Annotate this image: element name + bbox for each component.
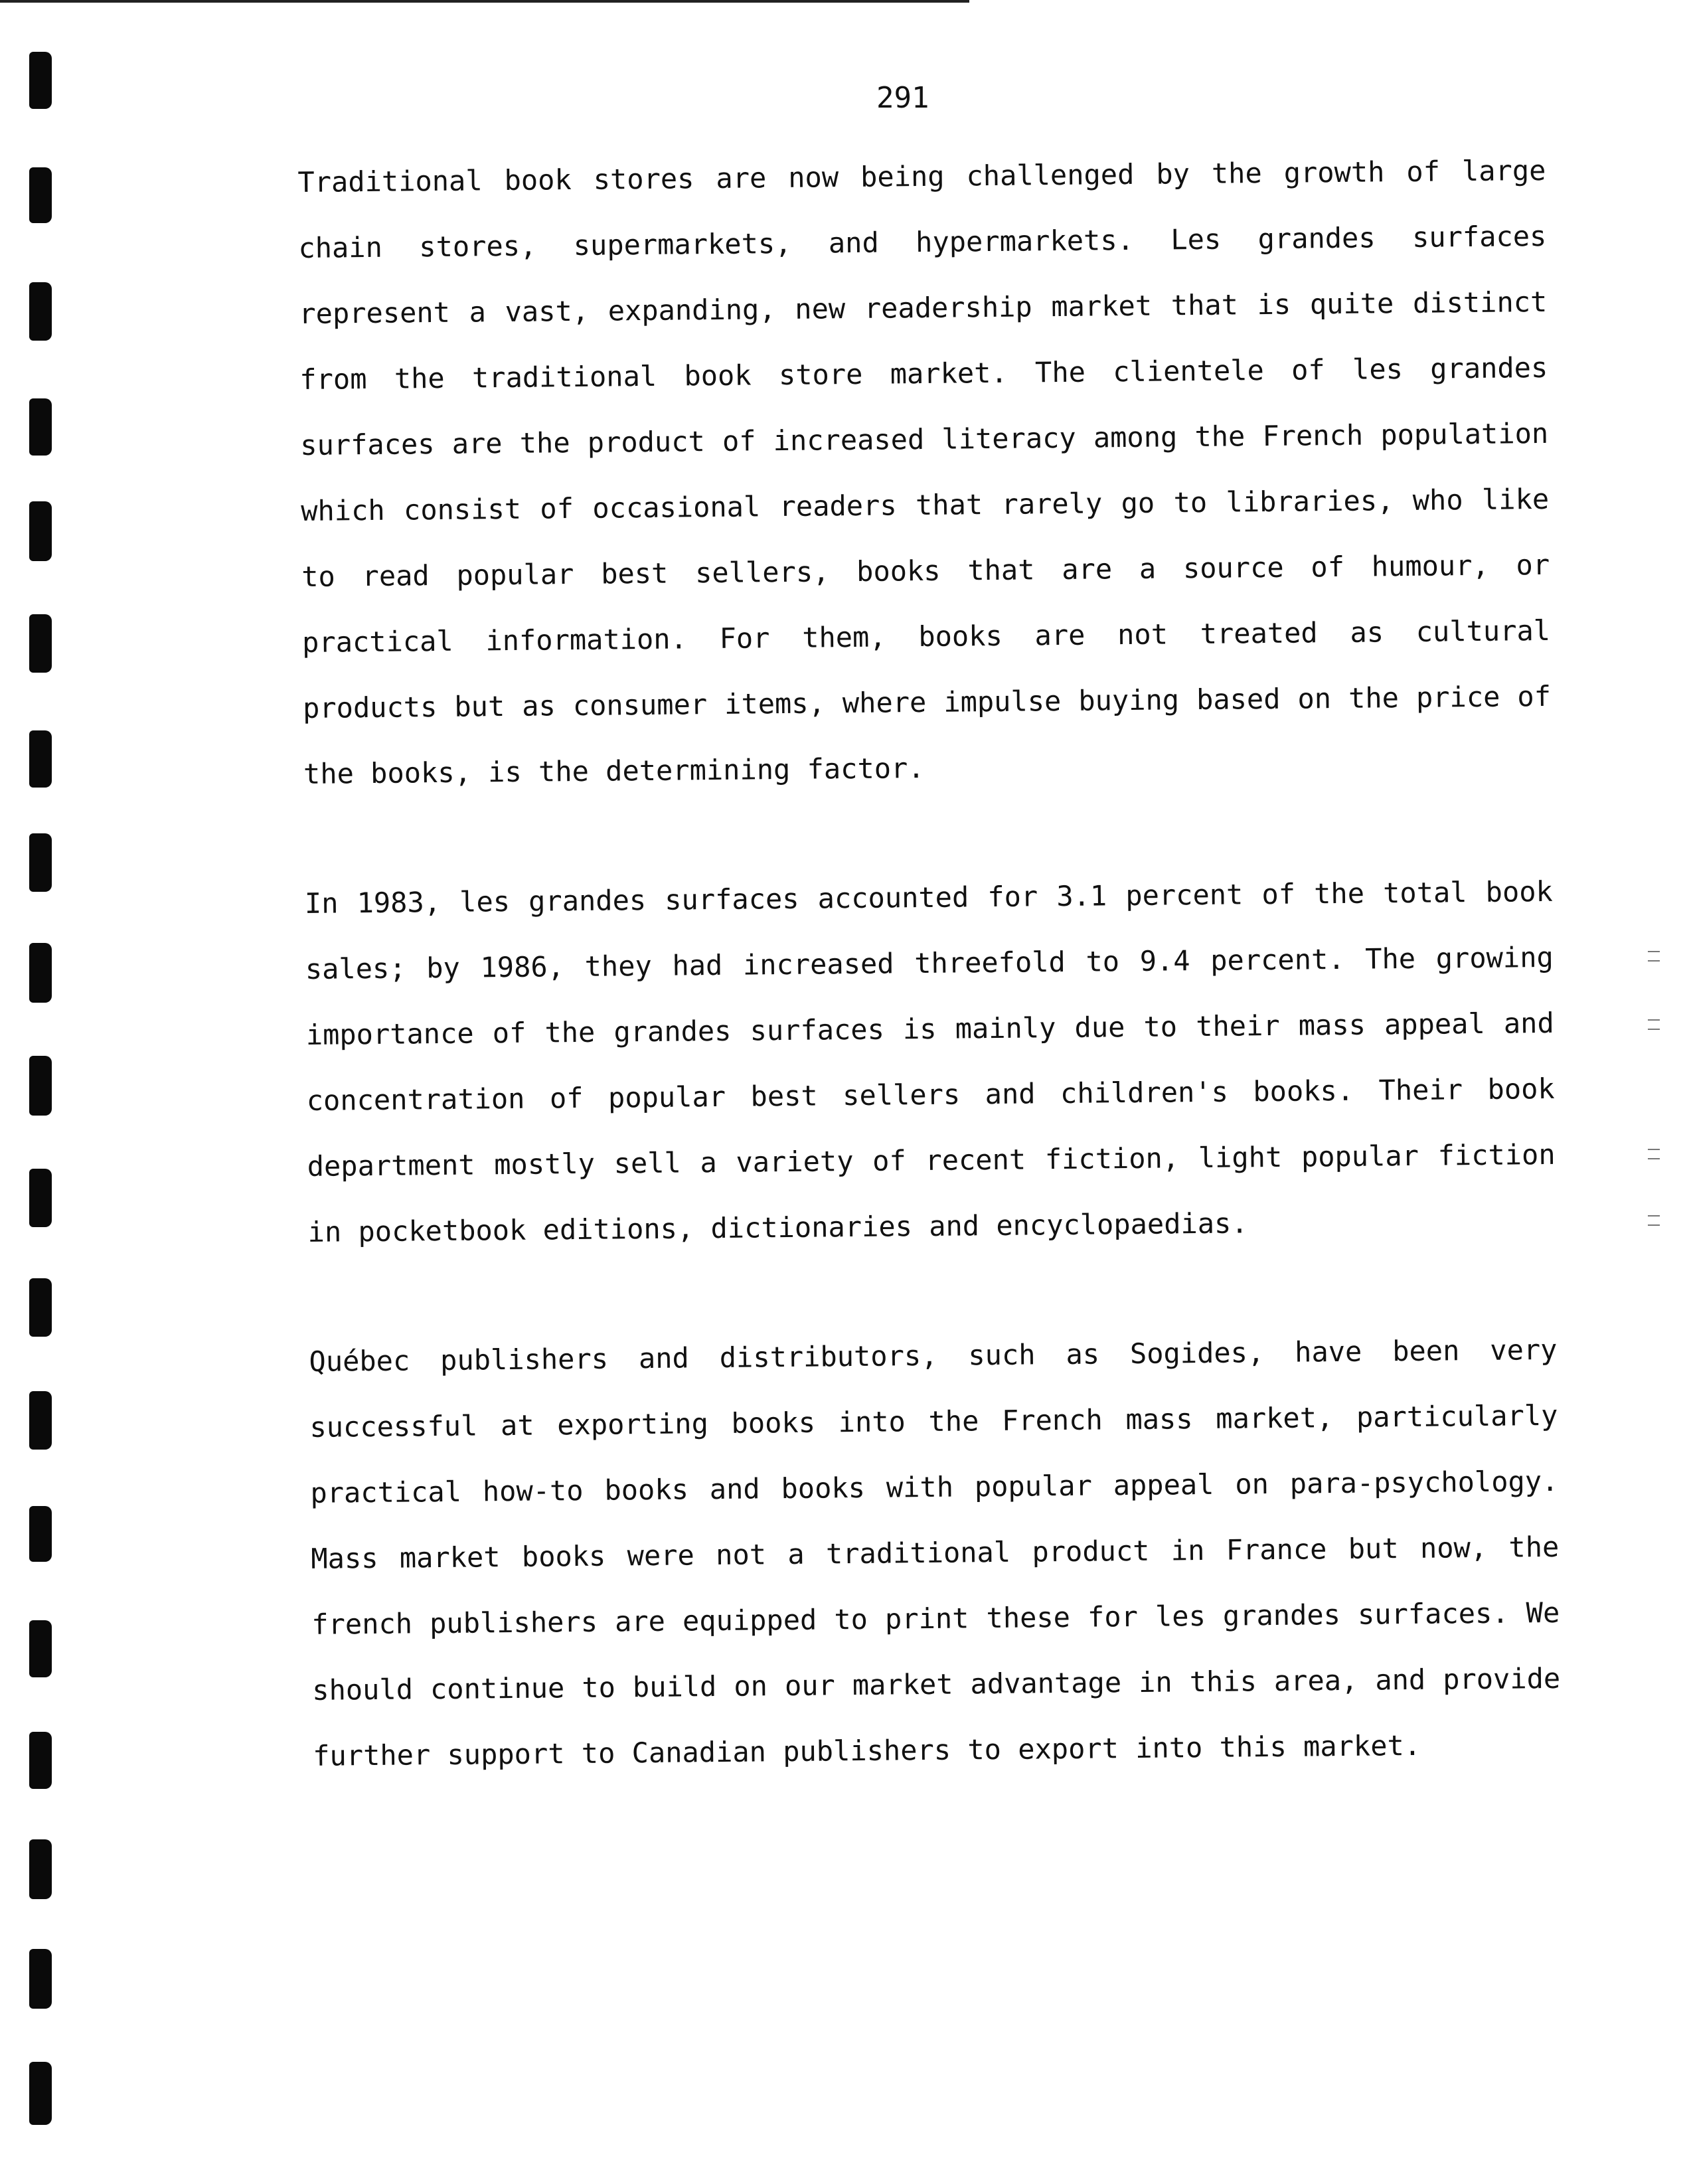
margin-artifact — [1648, 1149, 1660, 1159]
binding-hole — [29, 1391, 52, 1450]
margin-artifact — [1648, 951, 1660, 962]
binding-hole — [29, 52, 52, 109]
paragraph-1: Traditional book stores are now being challenged by the growth of large chain stores, supermarkets, and hypermarkets. Les grandes surfaces represent a vast, expanding, new readership market that is quite distinct from the traditional book store market. The clientele of les grandes surfaces are the product of increased literacy among the French population which consist of occasional readers that rarely go to libraries, who like to read popular best sellers, books that are a source of humour, or practical information. For them, books are not treated as cultural products but as consumer items, where impulse buying based on the price of the books, is the determining factor. — [297, 153, 1552, 790]
binding-hole — [29, 2062, 52, 2125]
margin-artifact — [1648, 1019, 1660, 1030]
paragraph-2: In 1983, les grandes surfaces accounted for 3.1 percent of the total book sales; by 1986, they had increased threefold to 9.4 percent. The growing importance of the grandes surfaces is mainly due to their mass appeal and concentration of popular best sellers and children's books. Their book department mostly sell a variety of recent fiction, light popular fiction in pocketbook editions, dictionaries and encyclopaedias. — [304, 875, 1556, 1248]
binding-hole — [29, 1949, 52, 2009]
binding-hole — [29, 282, 52, 341]
body-text — [297, 137, 1562, 1853]
binding-hole — [29, 1169, 52, 1227]
paragraph-3: Québec publishers and distributors, such as Sogides, have been very successful at exporting books into the French mass market, particularly practical how-to books and books with popular appeal on para-psychology. Mass market books were not a traditional product in France but now, the french publishers are equipped to print these for les grandes surfaces. We should continue to build on our market advantage in this area, and provide further support to Canadian publishers to export into this market. — [309, 1333, 1561, 1772]
page-number: 291 — [876, 81, 929, 115]
binding-hole — [29, 1278, 52, 1337]
binding-hole — [29, 167, 52, 223]
binding-hole — [29, 730, 52, 788]
margin-artifact — [1648, 1215, 1660, 1226]
binding-hole — [29, 833, 52, 892]
top-edge-rule — [0, 0, 969, 3]
binding-hole — [29, 1839, 52, 1899]
binding-hole — [29, 614, 52, 673]
binding-hole — [29, 1620, 52, 1677]
binding-hole — [29, 501, 52, 561]
binding-hole — [29, 1506, 52, 1562]
binding-hole — [29, 398, 52, 456]
binding-hole — [29, 1056, 52, 1116]
binding-hole — [29, 943, 52, 1003]
binding-hole — [29, 1732, 52, 1789]
